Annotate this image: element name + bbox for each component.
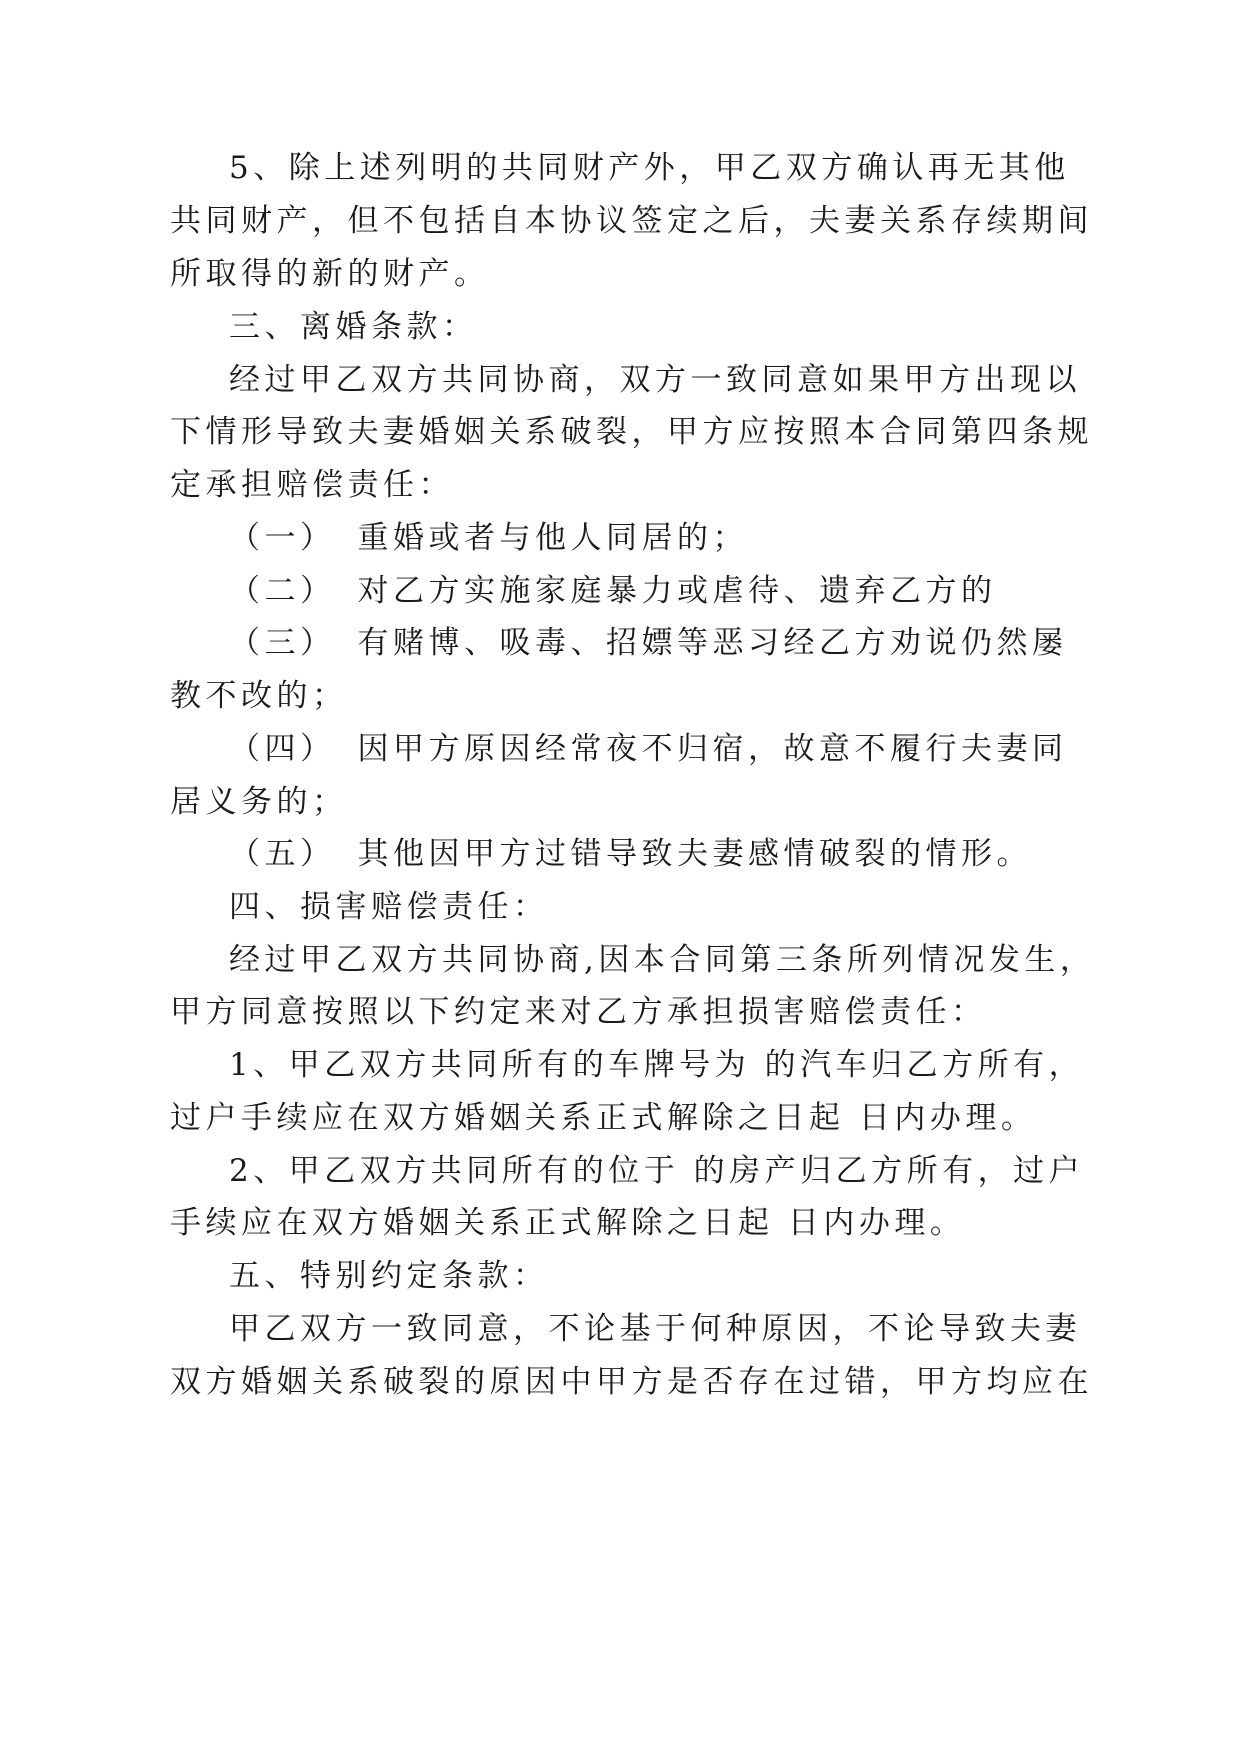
list-item [229,571,997,611]
list-item-number: （五） [229,836,336,872]
list-item [229,834,1032,874]
list-item [229,518,748,558]
paragraph-line: 5、除上述列明的共同财产外，甲乙双方确认再无其他 [229,150,1070,186]
list-item-text: 重婚或者与他人同居的； [357,520,748,556]
paragraph-line: 所取得的新的财产。 [170,256,490,292]
paragraph-line: 手续应在双方婚姻关系正式解除之日起 日内办理。 [170,1205,966,1241]
paragraph-line: 教不改的； [170,678,348,714]
paragraph-line: 经过甲乙双方共同协商,因本合同第三条所列情况发生， [229,942,1096,978]
paragraph-line: 经过甲乙双方共同协商，双方一致同意如果甲方出现以 [229,362,1081,398]
list-item-number: （二） [229,573,336,609]
list-item-number: （四） [229,731,336,767]
paragraph-line: 下情形导致夫妻婚姻关系破裂，甲方应按照本合同第四条规 [170,414,1093,450]
section-heading: 四、损害赔偿责任： [229,889,549,925]
paragraph-line: 2、甲乙双方共同所有的位于 的房产归乙方所有，过户 [229,1153,1085,1189]
paragraph-line: 定承担赔偿责任： [170,467,454,503]
list-item-text: 有赌博、吸毒、招嫖等恶习经乙方劝说仍然屡 [357,625,1068,661]
paragraph-line: 双方婚姻关系破裂的原因中甲方是否存在过错，甲方均应在 [170,1364,1093,1400]
list-item-text: 其他因甲方过错导致夫妻感情破裂的情形。 [357,836,1032,872]
paragraph-line: 居义务的； [170,784,348,820]
paragraph-line: 1、甲乙双方共同所有的车牌号为 的汽车归乙方所有， [229,1047,1085,1083]
paragraph-line: 甲乙双方一致同意，不论基于何种原因，不论导致夫妻 [229,1311,1081,1347]
paragraph-line: 甲方同意按照以下约定来对乙方承担损害赔偿责任： [170,994,987,1030]
section-heading: 五、特别约定条款： [229,1258,549,1294]
list-item-text: 因甲方原因经常夜不归宿，故意不履行夫妻同 [357,731,1068,767]
paragraph-line: 共同财产，但不包括自本协议签定之后，夫妻关系存续期间 [170,203,1093,239]
section-heading: 三、离婚条款： [229,309,478,345]
list-item-text: 对乙方实施家庭暴力或虐待、遗弃乙方的 [357,573,997,609]
paragraph-line: 过户手续应在双方婚姻关系正式解除之日起 日内办理。 [170,1100,1037,1136]
list-item-number: （三） [229,625,336,661]
list-item [229,623,1068,663]
list-item-number: （一） [229,520,336,556]
list-item [229,729,1068,769]
